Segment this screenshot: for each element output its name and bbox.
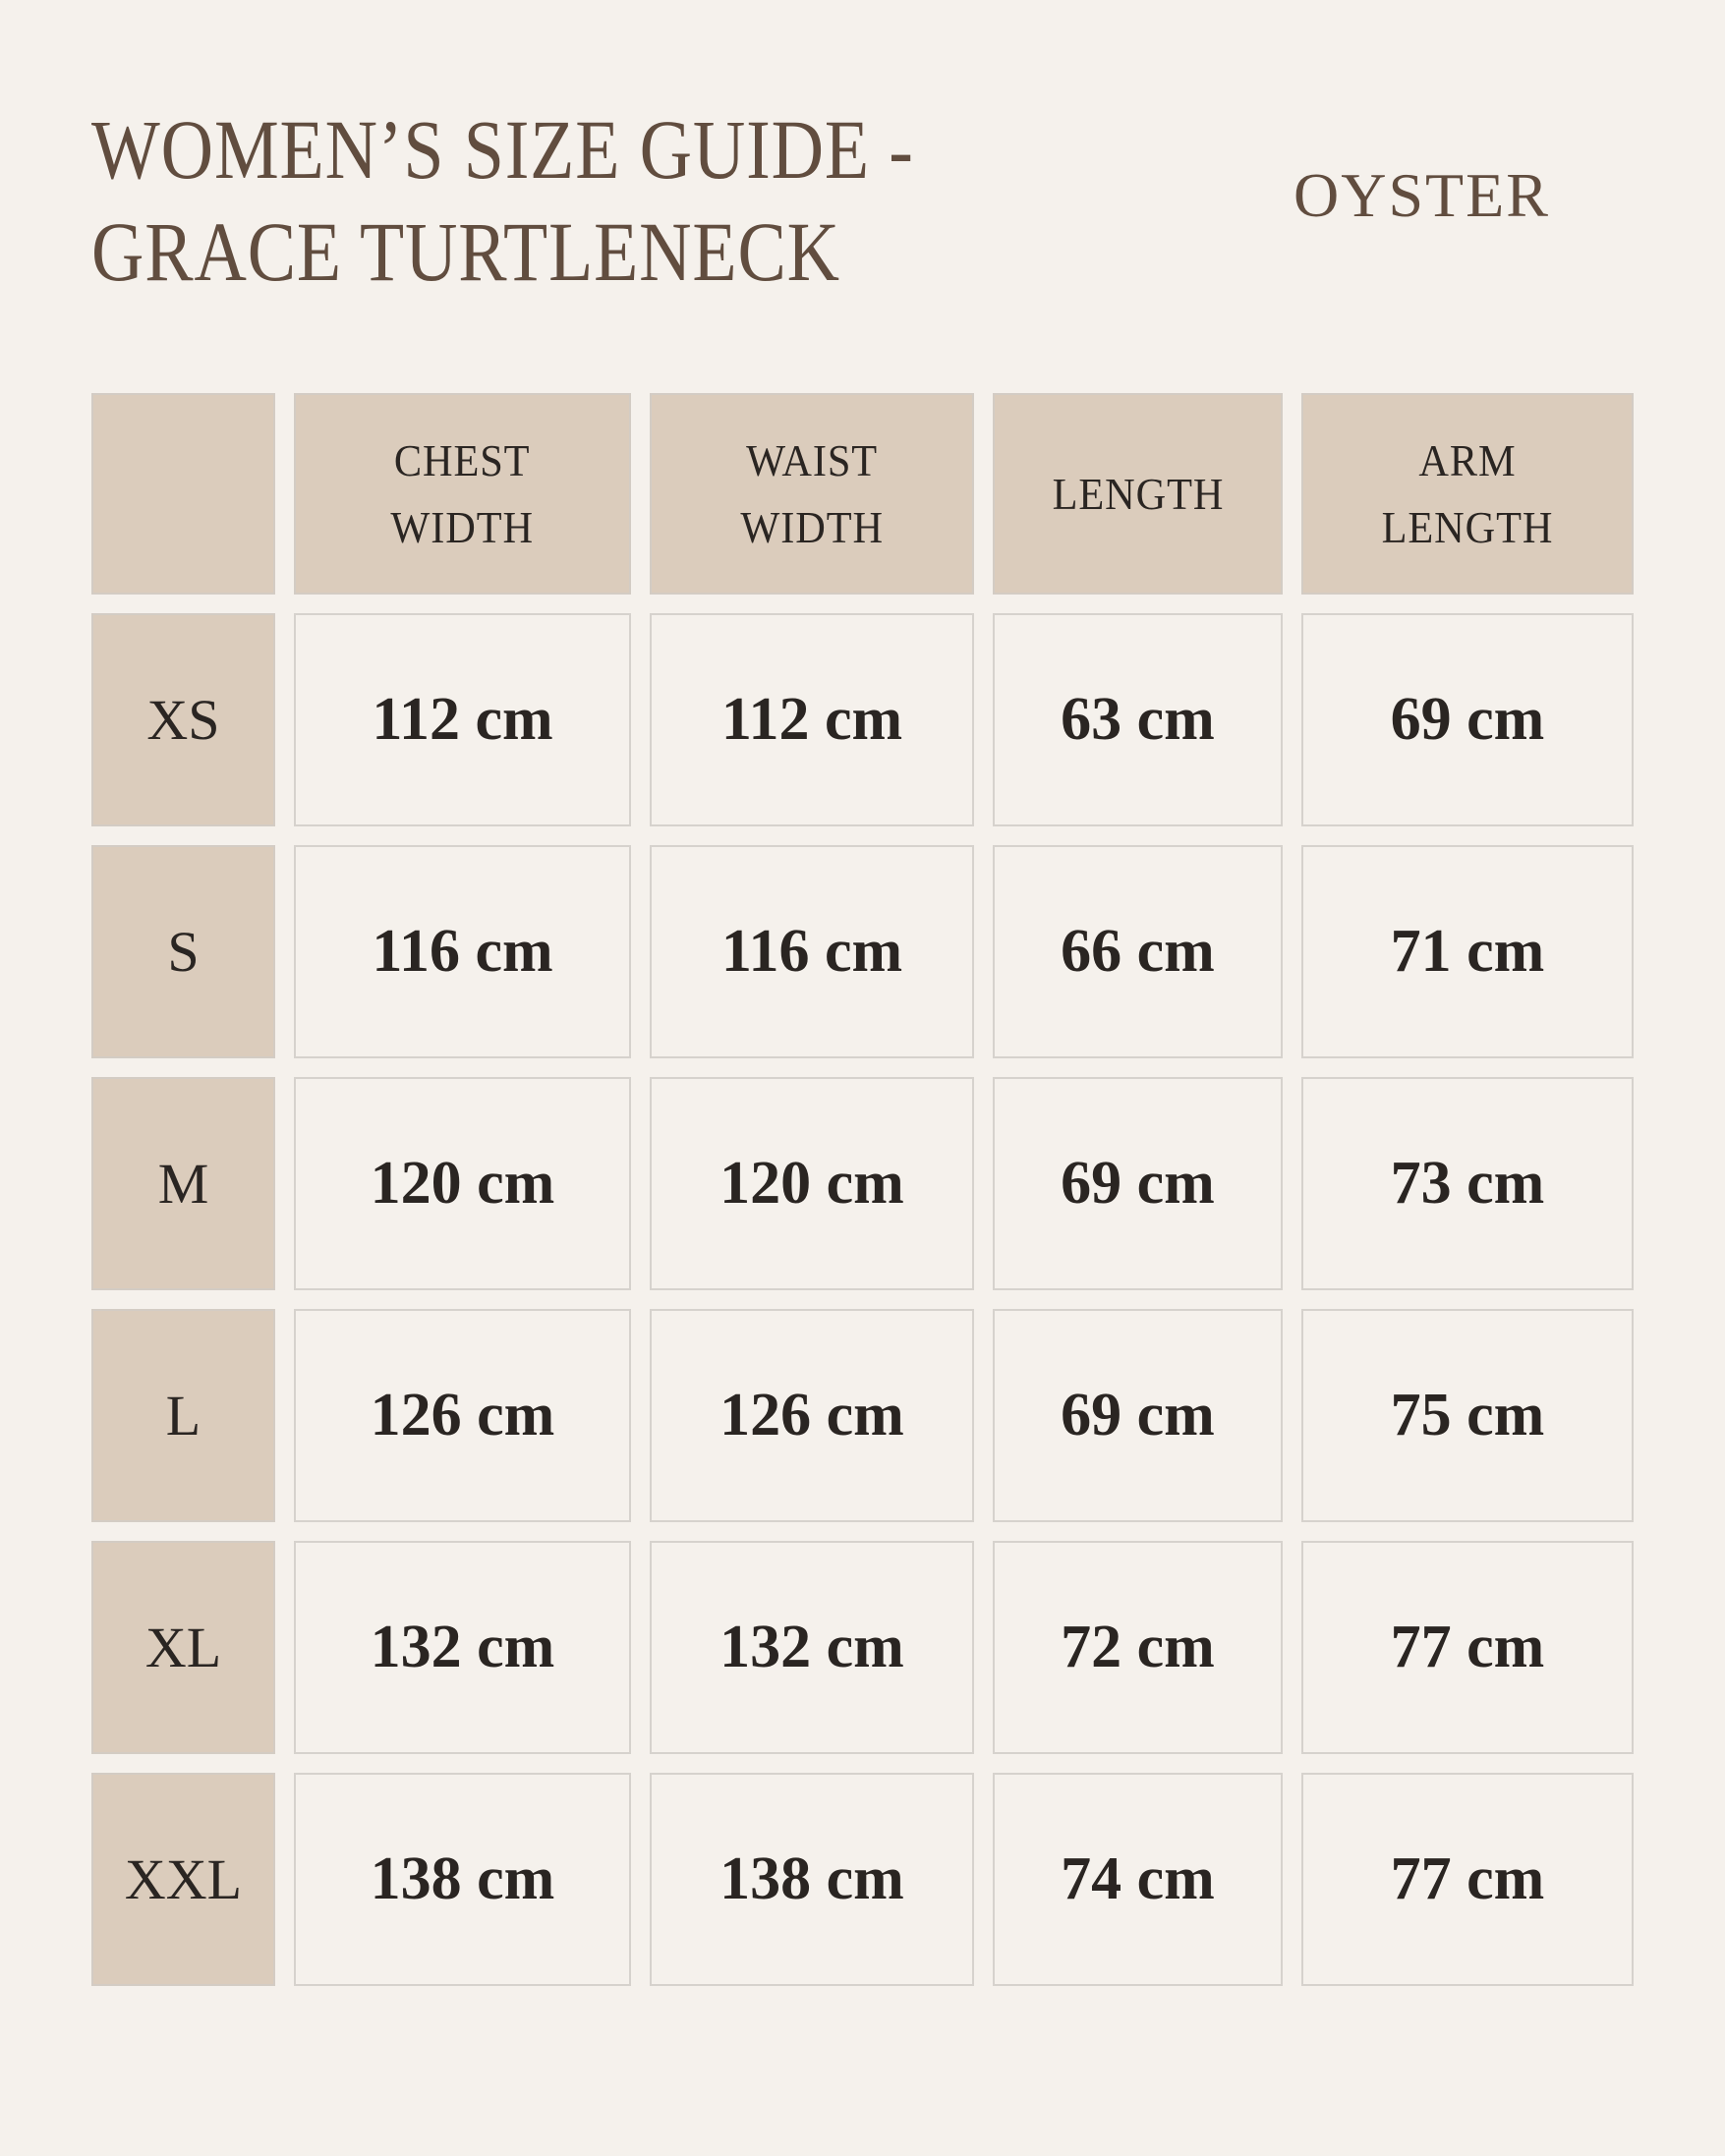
size-label-cell: XS <box>91 613 275 826</box>
measurement-cell-length: 66 cm <box>993 845 1283 1058</box>
title-line-2: GRACE TURTLENECK <box>91 204 840 299</box>
color-name: OYSTER <box>1294 160 1550 230</box>
column-header-waist <box>650 393 974 595</box>
column-header-label: WIDTH <box>740 501 884 552</box>
measurement-cell-chest: 138 cm <box>294 1773 631 1986</box>
measurement-cell-arm: 71 cm <box>1301 845 1634 1058</box>
measurement-cell-waist: 116 cm <box>650 845 974 1058</box>
measurement-cell-arm: 77 cm <box>1301 1541 1634 1754</box>
measurement-cell-waist: 132 cm <box>650 1541 974 1754</box>
measurement-cell-chest: 126 cm <box>294 1309 631 1522</box>
measurement-cell-length: 72 cm <box>993 1541 1283 1754</box>
measurement-cell-chest: 132 cm <box>294 1541 631 1754</box>
column-header-arm <box>1301 393 1634 595</box>
size-label-cell: XXL <box>91 1773 275 1986</box>
measurement-cell-length: 69 cm <box>993 1309 1283 1522</box>
measurement-cell-arm: 75 cm <box>1301 1309 1634 1522</box>
column-header-label: LENGTH <box>1381 501 1554 552</box>
column-header-label: WAIST <box>746 434 878 485</box>
size-label-cell: L <box>91 1309 275 1522</box>
measurement-cell-waist: 112 cm <box>650 613 974 826</box>
title-line-1: WOMEN’S SIZE GUIDE - <box>91 102 914 197</box>
size-label-cell: M <box>91 1077 275 1290</box>
column-header-length <box>993 393 1283 595</box>
column-header-label: LENGTH <box>1052 468 1224 519</box>
size-label-cell: XL <box>91 1541 275 1754</box>
measurement-cell-arm: 77 cm <box>1301 1773 1634 1986</box>
measurement-cell-waist: 120 cm <box>650 1077 974 1290</box>
measurement-cell-chest: 112 cm <box>294 613 631 826</box>
column-header-label: WIDTH <box>390 501 535 552</box>
header-corner-cell <box>91 393 275 595</box>
measurement-cell-length: 74 cm <box>993 1773 1283 1986</box>
measurement-cell-length: 63 cm <box>993 613 1283 826</box>
measurement-cell-waist: 126 cm <box>650 1309 974 1522</box>
column-header-label: CHEST <box>394 434 531 485</box>
page-title <box>91 98 914 303</box>
column-header-chest <box>294 393 631 595</box>
measurement-cell-chest: 120 cm <box>294 1077 631 1290</box>
measurement-cell-waist: 138 cm <box>650 1773 974 1986</box>
column-header-label: ARM <box>1418 434 1517 485</box>
size-label-cell: S <box>91 845 275 1058</box>
measurement-cell-arm: 69 cm <box>1301 613 1634 826</box>
measurement-cell-chest: 116 cm <box>294 845 631 1058</box>
measurement-cell-arm: 73 cm <box>1301 1077 1634 1290</box>
measurement-cell-length: 69 cm <box>993 1077 1283 1290</box>
